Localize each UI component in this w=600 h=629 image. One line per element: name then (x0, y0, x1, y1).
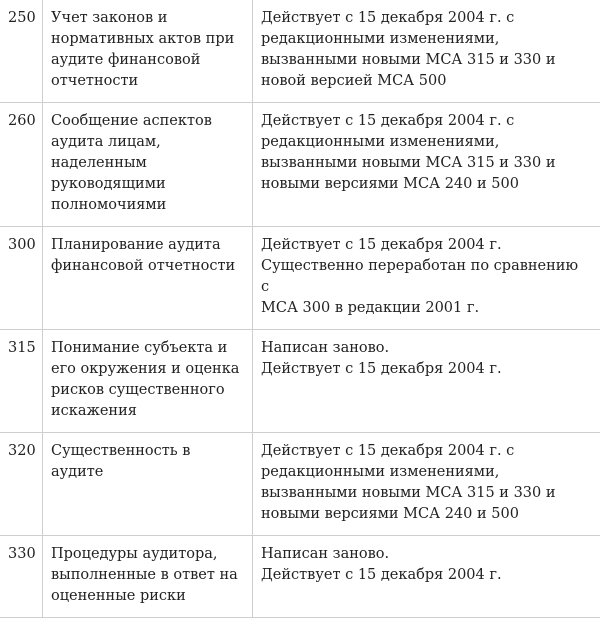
title-line: Учет законов и (51, 10, 168, 26)
title-line: рисков существенного (51, 382, 225, 398)
table-row (1, 103, 600, 227)
standard-number: 260 (1, 103, 43, 227)
status-line: новой версией МСА 500 (261, 73, 447, 89)
status-line: Написан заново. (261, 546, 390, 562)
status-line: новыми версиями МСА 240 и 500 (261, 176, 519, 192)
status-line: редакционными изменениями, (261, 31, 500, 47)
status-line: вызванными новыми МСА 315 и 330 и (261, 485, 556, 501)
standard-status (253, 536, 600, 618)
table-row (1, 433, 600, 536)
standard-title (43, 227, 253, 330)
title-line: Планирование аудита (51, 237, 221, 253)
title-line: искажения (51, 403, 137, 419)
standard-status (253, 433, 600, 536)
status-line: Действует с 15 декабря 2004 г. с (261, 113, 515, 129)
status-line: редакционными изменениями, (261, 464, 500, 480)
status-line: Существенно переработан по сравнению с (261, 258, 579, 295)
standard-status (253, 103, 600, 227)
title-line: аудите финансовой (51, 52, 201, 68)
table-row (1, 227, 600, 330)
status-line: Действует с 15 декабря 2004 г. с (261, 10, 515, 26)
standard-number: 300 (1, 227, 43, 330)
standard-status (253, 0, 600, 103)
status-line: Действует с 15 декабря 2004 г. (261, 237, 502, 253)
status-line: Действует с 15 декабря 2004 г. с (261, 443, 515, 459)
title-line: нормативных актов при (51, 31, 235, 47)
table-row (1, 330, 600, 433)
standard-status (253, 227, 600, 330)
table-body (1, 0, 600, 618)
title-line: аудита лицам, (51, 134, 161, 150)
standard-title (43, 536, 253, 618)
standard-title (43, 330, 253, 433)
title-line: Сообщение аспектов (51, 113, 212, 129)
title-line: полномочиями (51, 197, 167, 213)
table-row (1, 536, 600, 618)
title-line: финансовой отчетности (51, 258, 236, 274)
standard-title (43, 433, 253, 536)
title-line: оцененные риски (51, 588, 186, 604)
title-line: выполненные в ответ на (51, 567, 238, 583)
title-line: отчетности (51, 73, 139, 89)
title-line: наделенным (51, 155, 147, 171)
status-line: редакционными изменениями, (261, 134, 500, 150)
standard-number: 320 (1, 433, 43, 536)
status-line: Написан заново. (261, 340, 390, 356)
status-line: Действует с 15 декабря 2004 г. (261, 567, 502, 583)
standard-status (253, 330, 600, 433)
standard-title (43, 103, 253, 227)
standard-number: 315 (1, 330, 43, 433)
standard-number: 330 (1, 536, 43, 618)
title-line: его окружения и оценка (51, 361, 240, 377)
status-line: новыми версиями МСА 240 и 500 (261, 506, 519, 522)
title-line: Существенность в аудите (51, 443, 191, 480)
title-line: Понимание субъекта и (51, 340, 228, 356)
table-row (1, 0, 600, 103)
title-line: руководящими (51, 176, 166, 192)
standard-number: 250 (1, 0, 43, 103)
title-line: Процедуры аудитора, (51, 546, 218, 562)
status-line: Действует с 15 декабря 2004 г. (261, 361, 502, 377)
status-line: вызванными новыми МСА 315 и 330 и (261, 155, 556, 171)
standard-title (43, 0, 253, 103)
status-line: вызванными новыми МСА 315 и 330 и (261, 52, 556, 68)
status-line: МСА 300 в редакции 2001 г. (261, 300, 480, 316)
